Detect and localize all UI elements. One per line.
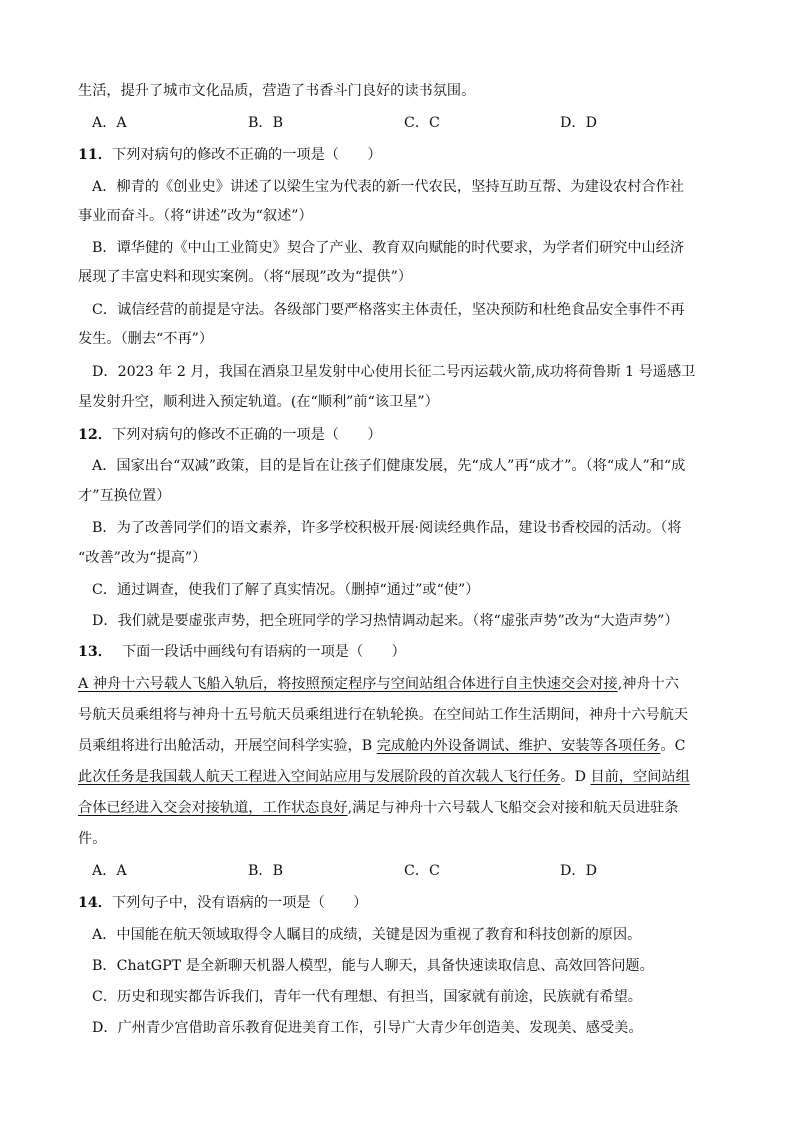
- q13-passage-line2: 号航天员乘组将与神舟十五号航天员乘组进行在轨轮换。在空间站工作生活期间，神舟十六号航天: [78, 707, 689, 723]
- question-number: 11．: [78, 147, 112, 163]
- q12-option-b-line1: B．为了改善同学们的语文素养，许多学校积极开展·阅读经典作品，建设书香校园的活动。（将: [92, 520, 682, 536]
- option-b: B．B: [248, 115, 284, 131]
- underlined-sentence-b: 完成舱内外设备调试、维护、安装等各项任务: [376, 738, 661, 754]
- q11-option-b-line1: B．谭华健的《中山工业简史》契合了产业、教育双向赋能的时代要求，为学者们研究中山经济: [92, 240, 685, 256]
- question-text: 下列句子中，没有语病的一项是（ ）: [111, 895, 368, 911]
- option-d: D．D: [560, 115, 597, 131]
- option-d: D．D: [560, 863, 597, 879]
- q14-option-c: C．历史和现实都告诉我们，青年一代有理想、有担当，国家就有前途，民族就有希望。: [92, 989, 642, 1005]
- underlined-sentence-a: A 神舟十六号载人飞船入轨后，将按照预定程序与空间站组合体进行自主快速交会对接: [78, 676, 618, 692]
- option-c: C．C: [404, 115, 440, 131]
- q11-option-c-line1: C．诚信经营的前提是守法。各级部门要严格落实主体责任，坚决预防和杜绝食品安全事件不再: [92, 302, 685, 318]
- q12-option-a-line2: 才”互换位置）: [78, 488, 171, 504]
- q13-passage-line5: 合体已经进入交会对接轨道，工作状态良好,满足与神舟十六号载人飞船交会对接和航天员进驻条: [78, 800, 679, 816]
- q11-option-a-line2: 事业而奋斗。（将“讲述”改为“叙述”）: [78, 208, 313, 224]
- question-text: 下列对病句的修改不正确的一项是（ ）: [111, 147, 382, 163]
- question-text: 下面一段话中画线句有语病的一项是（ ）: [121, 644, 406, 660]
- q13-passage-line1: A 神舟十六号载人飞船入轨后，将按照预定程序与空间站组合体进行自主快速交会对接,神舟十六: [78, 676, 679, 692]
- question-13-stem: [78, 642, 406, 662]
- q12-option-a-line1: A．国家出台“双减”政策，目的是旨在让孩子们健康发展，先“成人”再“成才”。（将“成人”和“成: [92, 458, 686, 474]
- question-11-stem: [78, 145, 382, 165]
- option-a: A．A: [92, 115, 127, 131]
- q11-option-b-line2: 展现了丰富史料和现实案例。（将“展现”改为“提供”）: [78, 269, 413, 285]
- q13-passage-line3: 员乘组将进行出舱活动，开展空间科学实验，B 完成舱内外设备调试、维护、安装等各项任务。C: [78, 738, 686, 754]
- q13-passage-line6: 件。: [78, 831, 107, 847]
- q11-option-d-line2: 星发射升空，顺利进入预定轨道。(在“顺利”前“该卫星”）: [78, 394, 439, 410]
- question-14-stem: [78, 893, 367, 913]
- q12-option-c: C．通过调查，使我们了解了真实情况。（删掉“通过”或“使”）: [92, 582, 480, 598]
- question-number: 12．: [78, 427, 112, 443]
- q14-option-d: D．广州青少宫借助音乐教育促进美育工作，引导广大青少年创造美、发现美、感受美。: [92, 1020, 643, 1036]
- underlined-sentence-d-part2: 合体已经进入交会对接轨道，工作状态良好: [78, 800, 348, 816]
- answer-options: [92, 113, 692, 133]
- q14-option-a: A．中国能在航天领域取得令人瞩目的成绩，关键是因为重视了教育和科技创新的原因。: [92, 927, 642, 943]
- q13-passage-line4: 此次任务是我国载人航天工程进入空间站应用与发展阶段的首次载人飞行任务。D 目前，空间站组: [78, 769, 690, 785]
- q11-option-a-line1: A．柳青的《创业史》讲述了以梁生宝为代表的新一代农民，坚持互助互帮、为建设农村合作社: [92, 179, 684, 195]
- option-a: A．A: [92, 863, 127, 879]
- underlined-sentence-d-part1: 目前，空间站组: [590, 769, 690, 785]
- question-12-stem: [78, 425, 382, 445]
- q11-option-d-line1: D．2023 年 2 月，我国在酒泉卫星发射中心使用长征二号丙运载火箭,成功将荷鲁斯 1 号遥感卫: [92, 364, 696, 380]
- q12-option-b-line2: “改善”改为“提高”）: [78, 550, 207, 566]
- option-b: B．B: [248, 863, 284, 879]
- answer-options: [92, 861, 692, 881]
- q11-option-c-line2: 发生。（删去“不再”）: [78, 331, 214, 347]
- option-c: C．C: [404, 863, 440, 879]
- question-number: 14．: [78, 895, 112, 911]
- underlined-sentence-c: 此次任务是我国载人航天工程进入空间站应用与发展阶段的首次载人飞行任务: [78, 769, 561, 785]
- q12-option-d: D．我们就是要虚张声势，把全班同学的学习热情调动起来。（将“虚张声势”改为“大造声势”）: [92, 613, 679, 629]
- question-text: 下列对病句的修改不正确的一项是（ ）: [111, 427, 382, 443]
- paragraph-continuation: 生活，提升了城市文化品质，营造了书香斗门良好的读书氛围。: [78, 83, 476, 99]
- question-number: 13．: [78, 644, 112, 660]
- q14-option-b: B．ChatGPT 是全新聊天机器人模型，能与人聊天，具备快速读取信息、高效回答问题。: [92, 958, 654, 974]
